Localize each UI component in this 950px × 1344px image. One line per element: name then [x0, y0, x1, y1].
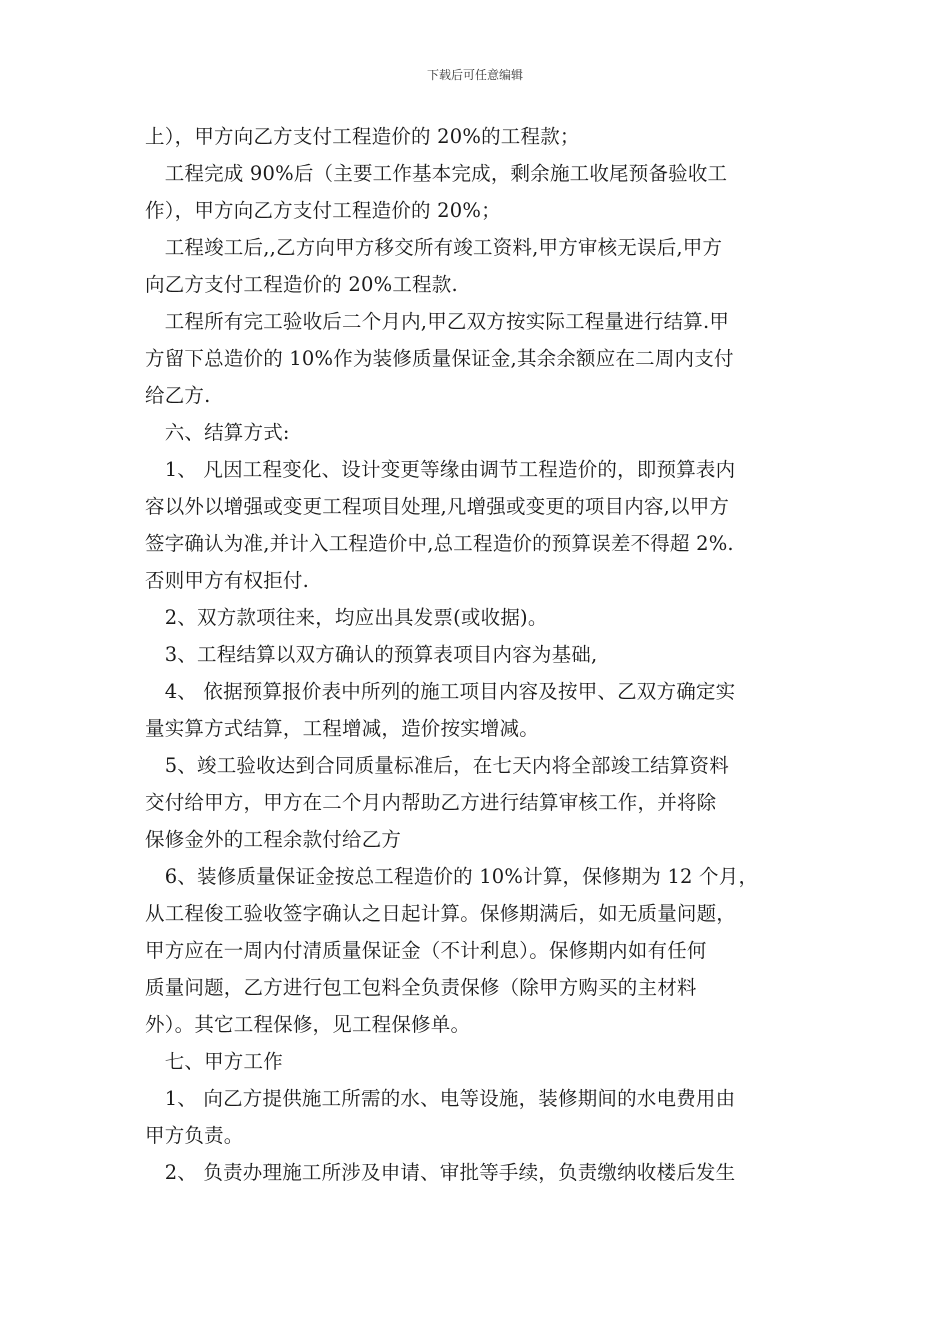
text-line: 2、双方款项往来，均应出具发票(或收据)。	[145, 606, 548, 629]
document-body	[145, 118, 815, 1191]
text-line: 保修金外的工程余款付给乙方	[145, 828, 402, 851]
text-line: 3、工程结算以双方确认的预算表项目内容为基础,	[145, 643, 598, 666]
text-line: 量实算方式结算，工程增减，造价按实增减。	[145, 717, 540, 740]
text-line: 作），甲方向乙方支付工程造价的 20%；	[145, 199, 501, 222]
section-heading: 七、甲方工作	[145, 1050, 283, 1073]
text-line: 签字确认为准,并计入工程造价中,总工程造价的预算误差不得超 2%.	[145, 532, 734, 555]
text-line: 上），甲方向乙方支付工程造价的 20%的工程款；	[145, 125, 580, 148]
text-line: 质量问题，乙方进行包工包料全负责保修（除甲方购买的主材料	[145, 976, 697, 999]
text-line: 2、 负责办理施工所涉及申请、审批等手续，负责缴纳收楼后发生	[145, 1161, 736, 1184]
text-line: 1、 凡因工程变化、设计变更等缘由调节工程造价的，即预算表内	[145, 458, 736, 481]
text-line: 从工程俊工验收签字确认之日起计算。保修期满后，如无质量问题，	[145, 902, 737, 925]
text-line: 外）。其它工程保修，见工程保修单。	[145, 1013, 471, 1036]
text-line: 交付给甲方，甲方在二个月内帮助乙方进行结算审核工作，并将除	[145, 791, 717, 814]
text-line: 方留下总造价的 10%作为装修质量保证金,其余余额应在二周内支付	[145, 347, 734, 370]
text-line: 甲方应在一周内付清质量保证金（不计利息）。保修期内如有任何	[145, 939, 707, 962]
text-line: 甲方负责。	[145, 1124, 244, 1147]
text-line: 6、装修质量保证金按总工程造价的 10%计算，保修期为 12 个月，	[145, 865, 759, 888]
section-heading: 六、结算方式:	[145, 421, 290, 444]
text-line: 工程竣工后,,乙方向甲方移交所有竣工资料,甲方审核无误后,甲方	[145, 236, 723, 259]
text-line: 5、竣工验收达到合同质量标准后，在七天内将全部竣工结算资料	[145, 754, 729, 777]
text-line: 给乙方.	[145, 384, 211, 407]
text-line: 工程完成 90%后（主要工作基本完成，剩余施工收尾预备验收工	[145, 162, 728, 185]
page-header: 下载后可任意编辑	[426, 68, 523, 82]
text-line: 工程所有完工验收后二个月内,甲乙双方按实际工程量进行结算.甲	[145, 310, 730, 333]
text-line: 向乙方支付工程造价的 20%工程款.	[145, 273, 458, 296]
text-line: 1、 向乙方提供施工所需的水、电等设施，装修期间的水电费用由	[145, 1087, 736, 1110]
text-line: 否则甲方有权拒付.	[145, 569, 309, 592]
text-line: 4、 依据预算报价表中所列的施工项目内容及按甲、乙双方确定实	[145, 680, 736, 703]
text-line: 容以外以增强或变更工程项目处理,凡增强或变更的项目内容,以甲方	[145, 495, 730, 518]
